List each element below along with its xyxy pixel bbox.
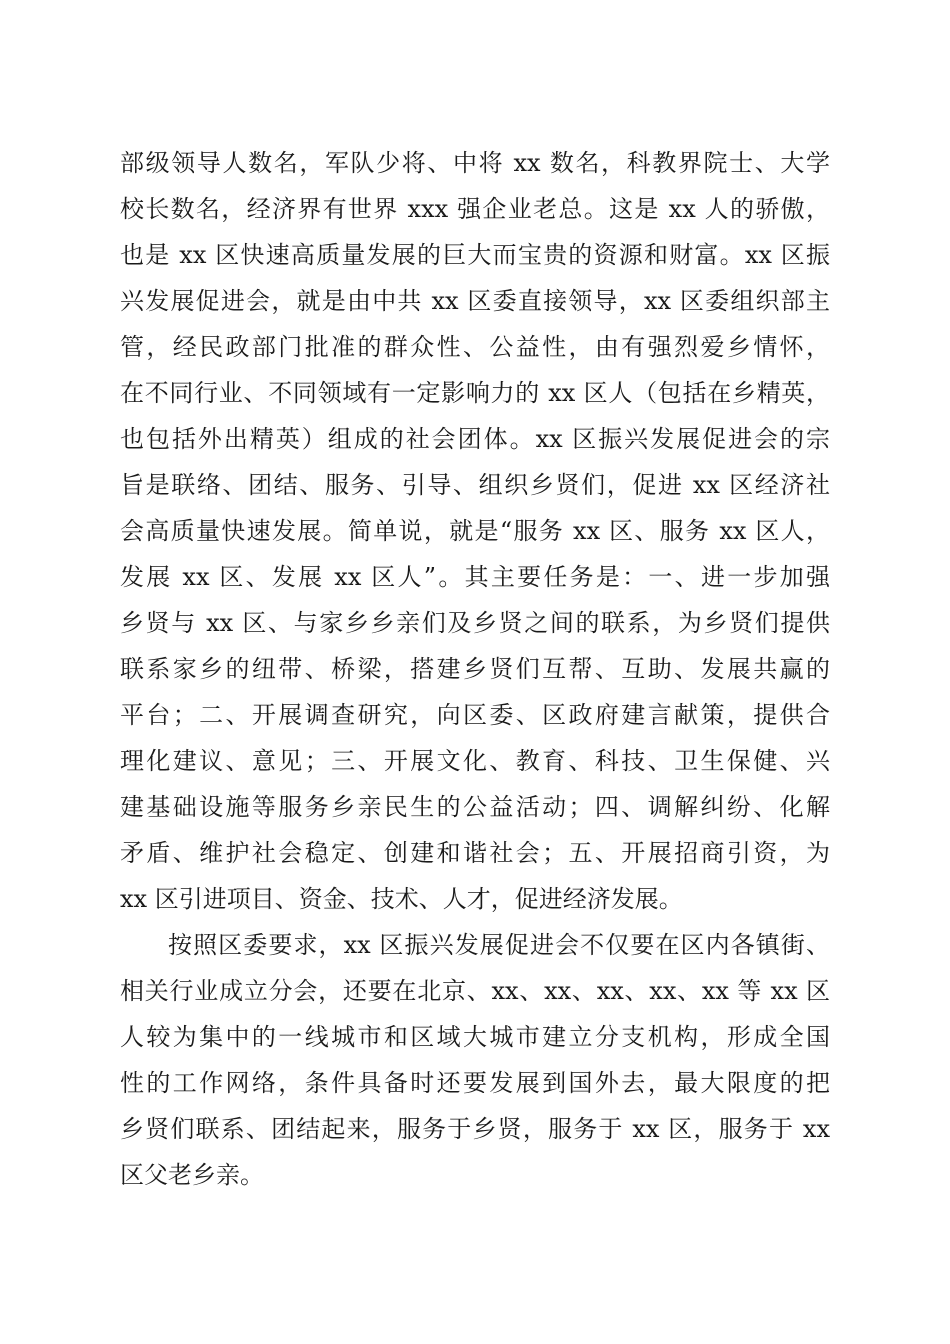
text-line: 兴发展促进会，就是由中共 xx 区委直接领导，xx 区委组织部主 xyxy=(120,287,830,315)
text-line: 会高质量快速发展。简单说，就是“服务 xx 区、服务 xx 区人， xyxy=(120,517,830,545)
text-line: 性的工作网络，条件具备时还要发展到国外去，最大限度的把 xyxy=(120,1069,830,1097)
text-line: 发展 xx 区、发展 xx 区人”。其主要任务是：一、进一步加强 xyxy=(120,563,830,591)
text-line: 矛盾、维护社会稳定、创建和谐社会；五、开展招商引资，为 xyxy=(120,839,830,867)
text-line: 管，经民政部门批准的群众性、公益性，由有强烈爱乡情怀， xyxy=(120,333,830,361)
text-line: 旨是联络、团结、服务、引导、组织乡贤们，促进 xx 区经济社 xyxy=(120,471,830,499)
text-line: 按照区委要求，xx 区振兴发展促进会不仅要在区内各镇街、 xyxy=(168,931,830,959)
text-line: xx 区引进项目、资金、技术、人才，促进经济发展。 xyxy=(120,885,683,913)
paragraph-2 xyxy=(120,922,830,1198)
text-line: 人较为集中的一线城市和区域大城市建立分支机构，形成全国 xyxy=(120,1023,830,1051)
text-line: 乡贤与 xx 区、与家乡乡亲们及乡贤之间的联系，为乡贤们提供 xyxy=(120,609,830,637)
text-line: 乡贤们联系、团结起来，服务于乡贤，服务于 xx 区，服务于 xx xyxy=(120,1115,830,1143)
text-line: 平台；二、开展调查研究，向区委、区政府建言献策，提供合 xyxy=(120,701,830,729)
text-line: 校长数名，经济界有世界 xxx 强企业老总。这是 xx 人的骄傲， xyxy=(120,195,830,223)
text-line: 联系家乡的纽带、桥梁，搭建乡贤们互帮、互助、发展共赢的 xyxy=(120,655,830,683)
text-line: 部级领导人数名，军队少将、中将 xx 数名，科教界院士、大学 xyxy=(120,149,830,177)
body-text xyxy=(120,140,830,1198)
text-line: 在不同行业、不同领域有一定影响力的 xx 区人（包括在乡精英， xyxy=(120,379,830,407)
text-line: 建基础设施等服务乡亲民生的公益活动；四、调解纠纷、化解 xyxy=(120,793,830,821)
text-line: 区父老乡亲。 xyxy=(120,1161,264,1189)
text-line: 相关行业成立分会，还要在北京、xx、xx、xx、xx、xx 等 xx 区 xyxy=(120,977,830,1005)
paragraph-1 xyxy=(120,140,830,922)
text-line: 理化建议、意见；三、开展文化、教育、科技、卫生保健、兴 xyxy=(120,747,830,775)
text-line: 也包括外出精英）组成的社会团体。xx 区振兴发展促进会的宗 xyxy=(120,425,830,453)
text-line: 也是 xx 区快速高质量发展的巨大而宝贵的资源和财富。xx 区振 xyxy=(120,241,830,269)
